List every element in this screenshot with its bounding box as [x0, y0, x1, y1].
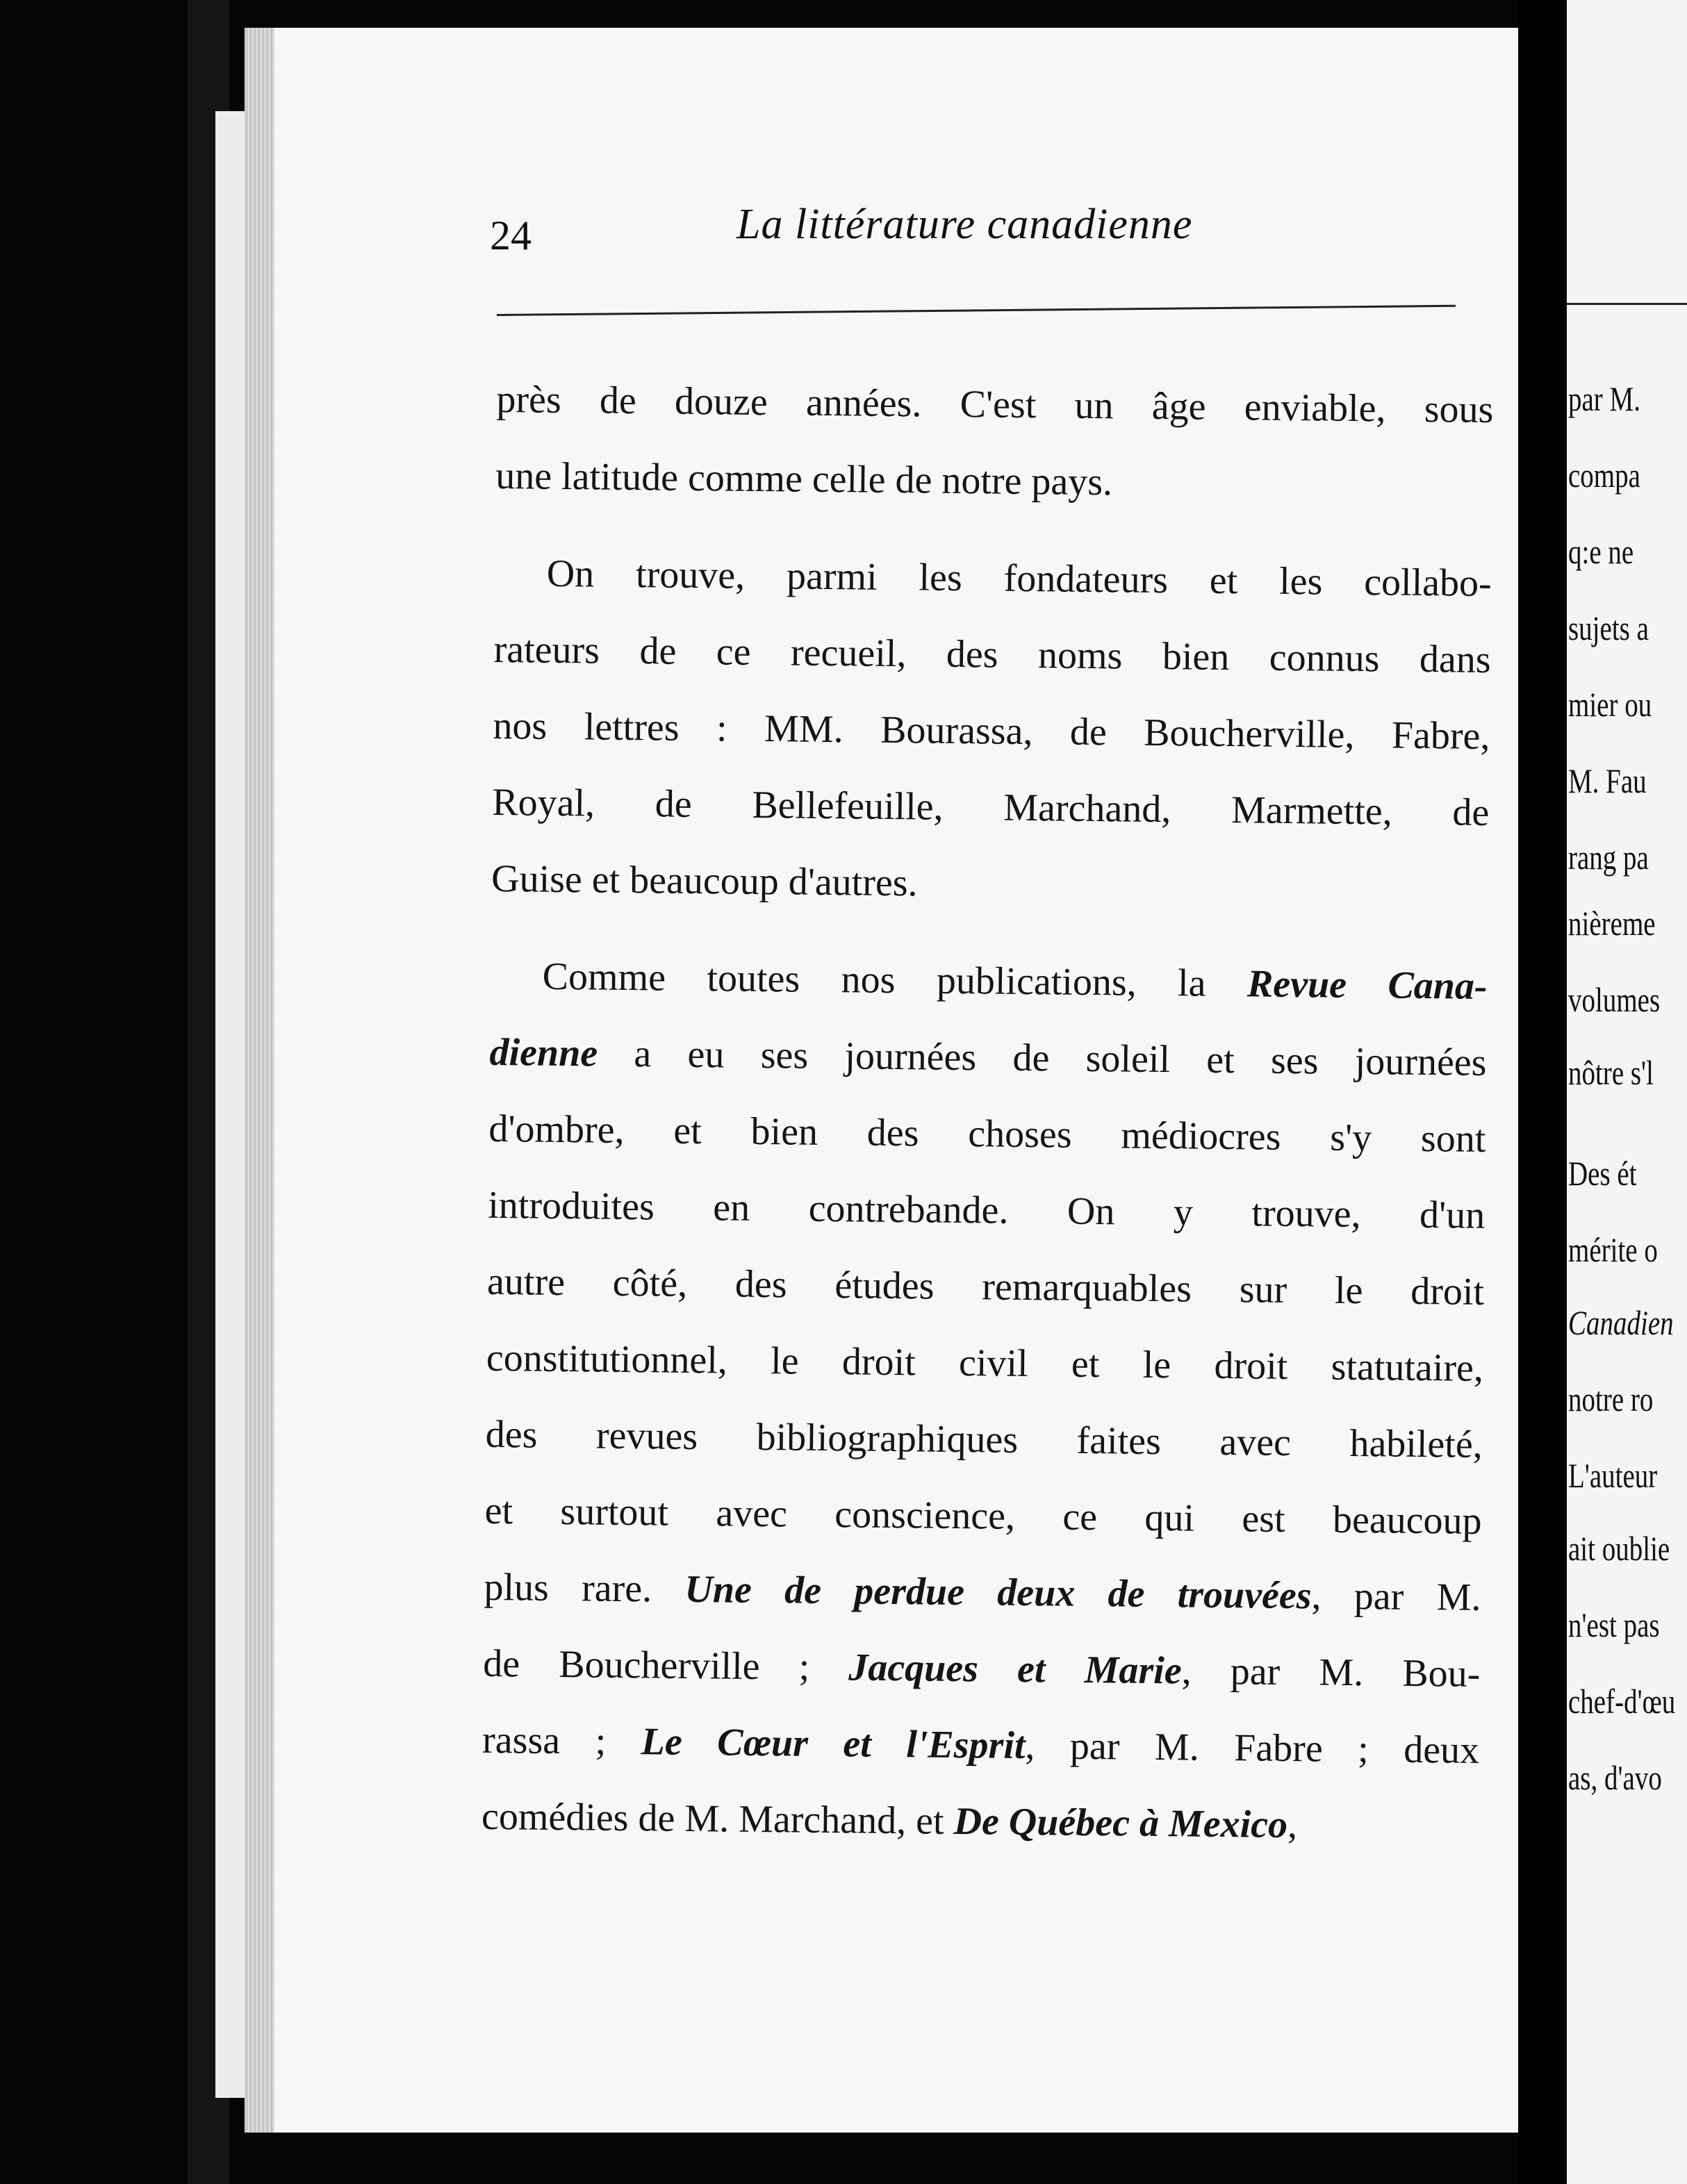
text-segment: autre côté, des études remarquables sur le droit	[486, 1259, 1485, 1314]
text-segment: Royal, de Bellefeuille, Marchand, Marmette, de	[492, 780, 1490, 834]
text-line	[489, 1014, 1487, 1101]
running-title: La littérature canadienne	[736, 201, 1193, 248]
text-segment: constitutionnel, le droit civil et le droit statutaire,	[486, 1336, 1484, 1390]
text-line	[484, 1549, 1481, 1636]
text-segment: , par M.	[1311, 1574, 1481, 1619]
text-segment: ,	[1287, 1803, 1298, 1847]
text-line	[482, 1702, 1480, 1789]
text-line	[492, 764, 1490, 851]
text-line	[493, 611, 1491, 698]
text-line	[487, 1243, 1485, 1330]
italic-title-segment: Jacques et Marie	[848, 1646, 1182, 1693]
right-page-line: M. Fau	[1568, 761, 1647, 800]
italic-title-segment: Une de perdue deux de trouvées	[684, 1567, 1312, 1618]
right-page-line: nièreme	[1568, 904, 1656, 943]
text-segment: introduites en contrebande. On y trouve, d'un	[487, 1183, 1486, 1237]
right-page-line: compa	[1568, 456, 1640, 495]
text-line	[546, 536, 1492, 622]
text-line	[491, 841, 1489, 927]
text-segment: et surtout avec conscience, ce qui est beaucoup	[484, 1489, 1482, 1543]
book-spine-gutter	[1518, 0, 1567, 2184]
right-page-line: rang pa	[1568, 838, 1649, 877]
body-text	[481, 361, 1497, 1847]
right-page-line: L'auteur	[1568, 1456, 1658, 1495]
right-page-line: mérite o	[1568, 1230, 1658, 1269]
text-segment: a eu ses journées de soleil et ses journées	[597, 1032, 1487, 1084]
right-page-line: volumes	[1568, 980, 1661, 1019]
italic-title-segment: De Québec à Mexico	[953, 1800, 1288, 1847]
text-line	[496, 361, 1494, 448]
text-segment: nos lettres : MM. Bourassa, de Boucherville, Fabre,	[493, 704, 1490, 758]
text-line	[481, 1778, 1479, 1865]
text-line	[488, 1091, 1486, 1177]
text-segment: rateurs de ce recueil, des noms bien connus dans	[493, 627, 1491, 682]
text-segment: plus rare.	[484, 1565, 685, 1611]
text-line	[495, 438, 1493, 524]
text-line	[485, 1396, 1483, 1483]
text-line	[493, 688, 1490, 775]
text-segment: près de douze années. C'est un âge enviable, sous	[496, 377, 1494, 432]
page-number: 24	[490, 213, 532, 258]
right-page-line: sujets a	[1568, 609, 1649, 647]
text-line	[488, 1167, 1486, 1254]
text-segment: d'ombre, et bien des choses médiocres s'y sont	[488, 1107, 1486, 1161]
text-segment: des revues bibliographiques faites avec habileté,	[485, 1412, 1483, 1466]
text-segment: de Boucherville ;	[483, 1641, 849, 1689]
right-book-page-fragment	[1567, 0, 1687, 2184]
right-page-line: as, d'avo	[1568, 1758, 1662, 1797]
right-page-line: q:e ne	[1568, 532, 1634, 571]
text-line	[486, 1320, 1483, 1407]
right-page-line: Des ét	[1568, 1154, 1637, 1193]
text-line	[483, 1625, 1481, 1712]
text-segment: Comme toutes nos publications, la	[542, 954, 1248, 1006]
right-page-head-rule	[1567, 303, 1687, 305]
right-page-line: ait oublie	[1568, 1529, 1670, 1568]
text-segment: rassa ;	[482, 1718, 642, 1764]
text-segment: , par M. Bou-	[1181, 1649, 1481, 1696]
italic-title-segment: dienne	[489, 1030, 598, 1075]
text-segment: On trouve, parmi les fondateurs et les collabo-	[546, 552, 1492, 606]
text-segment: une latitude comme celle de notre pays.	[495, 454, 1113, 504]
text-segment: Guise et beaucoup d'autres.	[491, 857, 918, 905]
text-segment: , par M. Fabre ; deux	[1025, 1724, 1480, 1772]
right-page-line: mier ou	[1568, 685, 1652, 724]
text-line	[484, 1473, 1482, 1560]
right-page-line: nôtre s'l	[1568, 1053, 1654, 1092]
italic-title-segment: Le Cœur et l'Esprit	[641, 1720, 1026, 1768]
right-page-line: par M.	[1568, 379, 1640, 418]
italic-title-segment: Revue Cana-	[1246, 962, 1488, 1008]
text-segment: comédies de M. Marchand, et	[481, 1794, 954, 1843]
right-page-line: chef-d'œu	[1568, 1682, 1676, 1721]
right-page-line: Canadien	[1568, 1303, 1674, 1342]
right-page-line: n'est pas	[1568, 1605, 1660, 1644]
text-line	[542, 938, 1488, 1025]
right-page-line: notre ro	[1568, 1380, 1654, 1418]
